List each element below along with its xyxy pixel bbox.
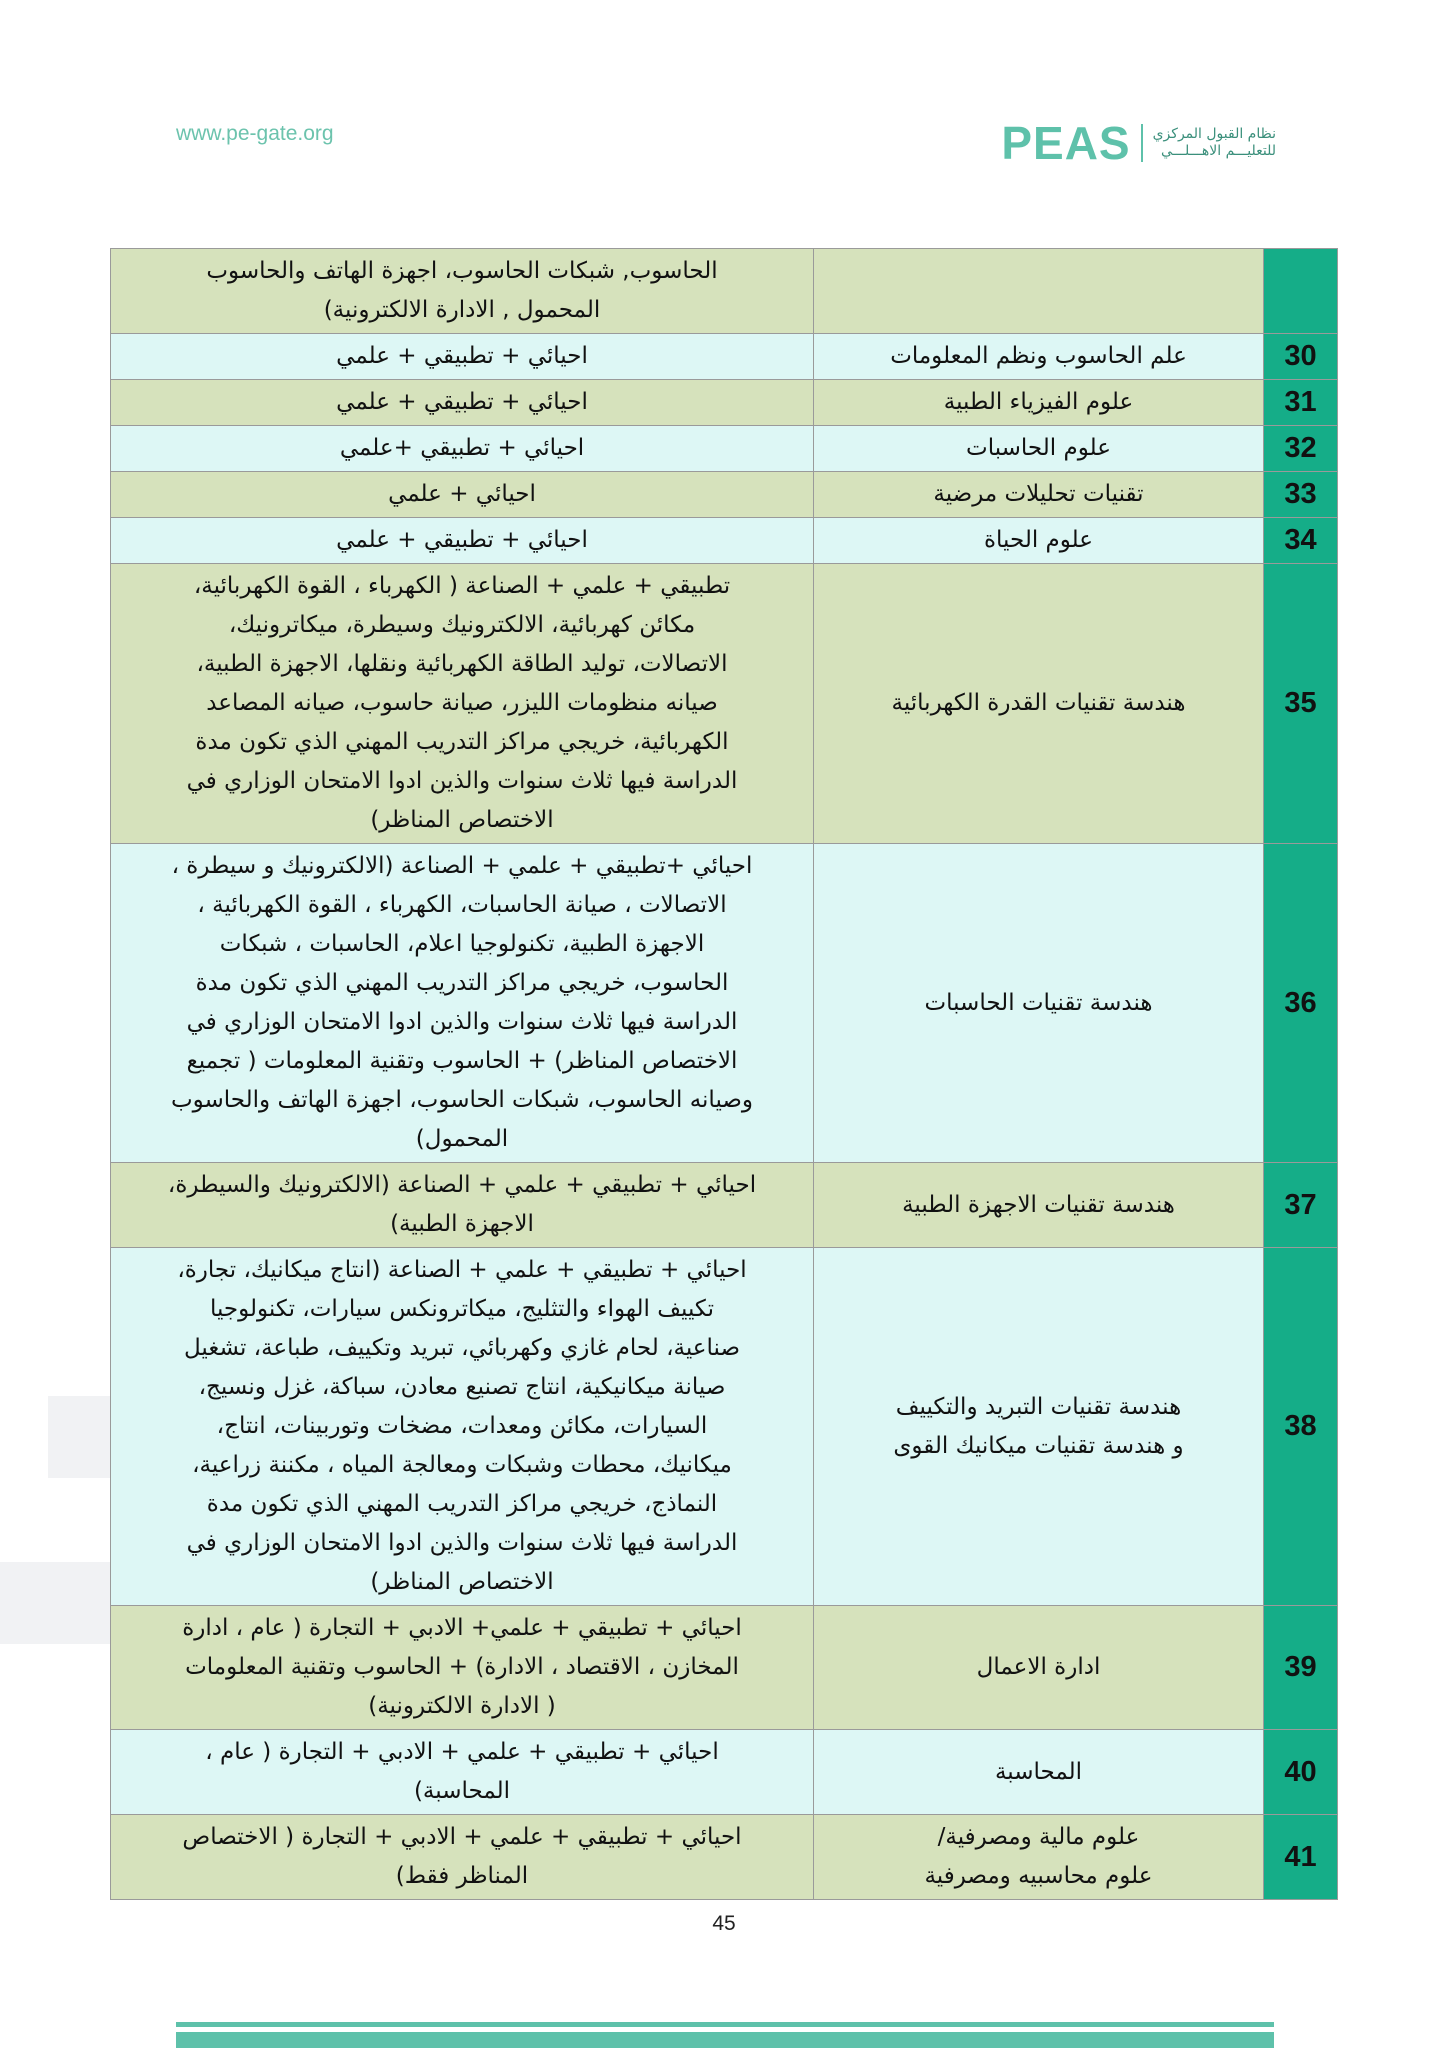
program-name: [814, 1163, 1264, 1248]
website-url[interactable]: www.pe-gate.org: [176, 122, 334, 145]
admission-requirements-text: الحاسوب, شبكات الحاسوب، اجهزة الهاتف والحاسوب المحمول , الادارة الالكترونية): [206, 258, 718, 323]
program-name: [814, 1606, 1264, 1730]
row-number: 31: [1264, 380, 1338, 426]
admission-requirements-text: احيائي + تطبيقي + علمي: [336, 527, 588, 553]
admission-requirements-text: احيائي + تطبيقي + علمي + الادبي + التجارة ( عام ، المحاسبة): [205, 1739, 719, 1804]
table-row: [111, 1606, 1338, 1730]
admission-requirements-text: احيائي + تطبيقي + علمي: [336, 389, 588, 415]
table-row: [111, 844, 1338, 1163]
admission-requirements: [111, 472, 814, 518]
program-name: [814, 1815, 1264, 1900]
admission-requirements: [111, 1815, 814, 1900]
admission-requirements-text: احيائي + تطبيقي + علمي+ الادبي + التجارة ( عام ، ادارة المخازن ، الاقتصاد ، الادارة) + الحاسوب وتقنية المعلومات ( الادارة الالكترونية): [182, 1615, 742, 1719]
table-row: [111, 380, 1338, 426]
program-name-text: هندسة تقنيات التبريد والتكييف و هندسة تقنيات ميكانيك القوى: [893, 1393, 1184, 1459]
admission-requirements: [111, 1730, 814, 1815]
table-row: [111, 1815, 1338, 1900]
logo-wordmark: PEAS: [1001, 117, 1131, 169]
program-name: [814, 249, 1264, 334]
admission-requirements-text: احيائي + تطبيقي + علمي + الادبي + التجارة ( الاختصاص المناظر فقط): [182, 1824, 742, 1889]
table-row: [111, 1163, 1338, 1248]
admission-requirements-text: احيائي + علمي: [388, 481, 536, 507]
admission-requirements-text: احيائي + تطبيقي + علمي + الصناعة (انتاج ميكانيك، تجارة، تكييف الهواء والتثليج، ميكاترونكس سيارات، تكنولوجيا صناعية، لحام غازي وكهربائي، تبريد وتكييف، طباعة، تشغيل صيانة ميكانيكية، انتاج تصنيع معادن، سباكة، غزل ونسيج، السيارات، مكائن ومعدات، مضخات وتوربينات، انتاج، ميكانيك، محطات وشبكات ومعالجة المياه ، مكننة زراعية، النماذج، خريجي مراكز التدريب المهني الذي تكون مدة الدراسة فيها ثلاث سنوات والذين ادوا الامتحان الوزاري في الاختصاص المناظر): [177, 1257, 747, 1595]
row-number: 32: [1264, 426, 1338, 472]
admission-requirements: [111, 1163, 814, 1248]
page-number: 45: [712, 1912, 736, 1935]
row-number: 36: [1264, 844, 1338, 1163]
program-name: [814, 426, 1264, 472]
table-row: [111, 334, 1338, 380]
program-name-text: تقنيات تحليلات مرضية: [933, 481, 1144, 507]
admission-requirements-text: احيائي + تطبيقي + علمي + الصناعة (الالكترونيك والسيطرة، الاجهزة الطبية): [167, 1172, 757, 1237]
program-name-text: المحاسبة: [994, 1758, 1083, 1785]
table-row: [111, 564, 1338, 844]
row-number: 41: [1264, 1815, 1338, 1900]
peas-logo: [1001, 118, 1276, 168]
program-name-text: علوم مالية ومصرفية/ علوم محاسبيه ومصرفية: [924, 1824, 1153, 1889]
program-name: [814, 334, 1264, 380]
row-number: [1264, 249, 1338, 334]
admission-requirements: [111, 380, 814, 426]
admission-requirements: [111, 518, 814, 564]
row-number: 30: [1264, 334, 1338, 380]
admission-requirements-text: احيائي + تطبيقي +علمي: [339, 435, 585, 461]
row-number: 38: [1264, 1248, 1338, 1606]
row-number: 35: [1264, 564, 1338, 844]
program-name: [814, 1248, 1264, 1606]
admission-requirements: [111, 249, 814, 334]
footer-bar: [176, 2032, 1274, 2048]
admission-requirements-text: احيائي + تطبيقي + علمي: [336, 343, 588, 369]
program-name-text: هندسة تقنيات الحاسبات: [924, 989, 1153, 1016]
table-row: [111, 518, 1338, 564]
program-name-text: هندسة تقنيات القدرة الكهربائية: [891, 690, 1186, 716]
background-grey-block: [0, 1562, 114, 1644]
program-name: [814, 1730, 1264, 1815]
admission-requirements: [111, 844, 814, 1163]
admission-requirements: [111, 334, 814, 380]
program-name-text: علوم الحياة: [983, 527, 1093, 553]
background-grey-block: [48, 1396, 114, 1478]
program-name-text: علوم الحاسبات: [966, 435, 1111, 461]
row-number: 40: [1264, 1730, 1338, 1815]
row-number: 37: [1264, 1163, 1338, 1248]
program-name-text: ادارة الاعمال: [976, 1654, 1101, 1680]
program-name: [814, 844, 1264, 1163]
program-name: [814, 380, 1264, 426]
logo-divider: [1141, 124, 1143, 162]
program-name-text: هندسة تقنيات الاجهزة الطبية: [902, 1191, 1175, 1218]
program-name-text: علوم الفيزياء الطبية: [943, 389, 1134, 415]
program-name: [814, 564, 1264, 844]
row-number: 33: [1264, 472, 1338, 518]
footer-line: [176, 2022, 1274, 2027]
logo-caption-line-2: للتعليـــم الاهـــلـــي: [1161, 143, 1276, 159]
program-name-text: علم الحاسوب ونظم المعلومات: [890, 343, 1187, 369]
logo-caption: [1153, 126, 1276, 160]
table-row: [111, 1248, 1338, 1606]
admission-requirements: [111, 564, 814, 844]
admission-requirements-table: [110, 248, 1338, 1900]
table-row: [111, 472, 1338, 518]
table-row: [111, 1730, 1338, 1815]
admission-requirements-text: تطبيقي + علمي + الصناعة ( الكهرباء ، القوة الكهربائية، مكائن كهربائية، الالكترونيك وسيطرة، ميكاترونيك، الاتصالات، توليد الطاقة الكهربائية ونقلها، الاجهزة الطبية، صيانه منظومات الليزر، صيانة حاسوب، صيانه المصاعد الكهربائية، خريجي مراكز التدريب المهني الذي تكون مدة الدراسة فيها ثلاث سنوات والذين ادوا الامتحان الوزاري في الاختصاص المناظر): [186, 573, 738, 833]
table-row: [111, 249, 1338, 334]
table-body: [111, 249, 1338, 1900]
logo-caption-line-1: نظام القبول المركزي: [1152, 126, 1276, 142]
admission-requirements: [111, 426, 814, 472]
table-row: [111, 426, 1338, 472]
program-name: [814, 518, 1264, 564]
admission-requirements: [111, 1606, 814, 1730]
admission-requirements-text: احيائي +تطبيقي + علمي + الصناعة (الالكترونيك و سيطرة ، الاتصالات ، صيانة الحاسبات، الكهرباء ، القوة الكهربائية ، الاجهزة الطبية، تكنولوجيا اعلام، الحاسبات ، شبكات الحاسوب، خريجي مراكز التدريب المهني الذي تكون مدة الدراسة فيها ثلاث سنوات والذين ادوا الامتحان الوزاري في الاختصاص المناظر) + الحاسوب وتقنية المعلومات ( تجميع وصيانه الحاسوب، شبكات الحاسوب، اجهزة الهاتف والحاسوب المحمول): [170, 853, 754, 1152]
admission-requirements: [111, 1248, 814, 1606]
program-name: [814, 472, 1264, 518]
row-number: 34: [1264, 518, 1338, 564]
row-number: 39: [1264, 1606, 1338, 1730]
